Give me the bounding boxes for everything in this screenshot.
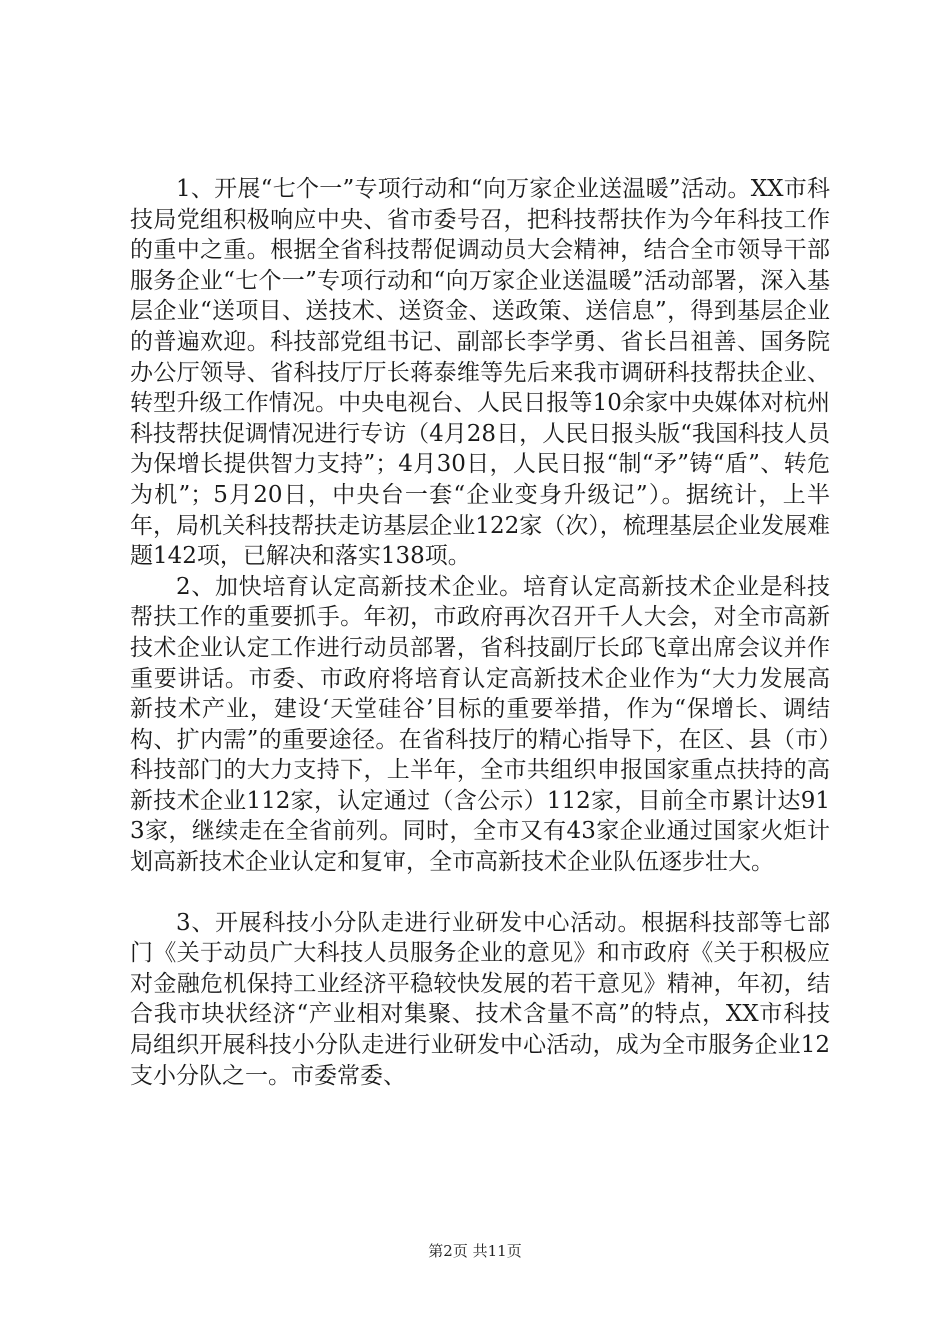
paragraph-1: 1、开展“七个一”专项行动和“向万家企业送温暖”活动。XX市科技局党组积极响应中央、省市委号召，把科技帮扶作为今年科技工作的重中之重。根据全省科技帮促调动员大会精神，结合全市领导干部服务企业“七个一”专项行动和“向万家企业送温暖”活动部署，深入基层企业“送项目、送技术、送资金、送政策、送信息”，得到基层企业的普遍欢迎。科技部党组书记、副部长李学勇、省长吕祖善、国务院办公厅领导、省科技厅厅长蒋泰维等先后来我市调研科技帮扶企业、转型升级工作情况。中央电视台、人民日报等10余家中央媒体对杭州科技帮扶促调情况进行专访（4月28日，人民日报头版“我国科技人员为保增长提供智力支持”；4月30日，人民日报“制“矛”铸“盾”、转危为机”；5月20日，中央台一套“企业变身升级记”）。据统计，上半年，局机关科技帮扶走访基层企业122家（次），梳理基层企业发展难题142项，已解决和落实138项。: [130, 176, 830, 570]
page-footer: 第2页 共11页: [428, 1242, 522, 1260]
paragraph-2: 2、加快培育认定高新技术企业。培育认定高新技术企业是科技帮扶工作的重要抓手。年初，市政府再次召开千人大会，对全市高新技术企业认定工作进行动员部署，省科技副厅长邱飞章出席会议并作重要讲话。市委、市政府将培育认定高新技术企业作为“大力发展高新技术产业，建设‘天堂硅谷’目标的重要举措，作为“保增长、调结构、扩内需”的重要途径。在省科技厅的精心指导下，在区、县（市）科技部门的大力支持下，上半年，全市共组织申报国家重点扶持的高新技术企业112家，认定通过（含公示）112家，目前全市累计达913家，继续走在全省前列。同时，全市又有43家企业通过国家火炬计划高新技术企业认定和复审，全市高新技术企业队伍逐步壮大。: [130, 573, 830, 876]
paragraph-3: 3、开展科技小分队走进行业研发中心活动。根据科技部等七部门《关于动员广大科技人员服务企业的意见》和市政府《关于积极应对金融危机保持工业经济平稳较快发展的若干意见》精神，年初，结合我市块状经济“产业相对集聚、技术含量不高”的特点，XX市科技局组织开展科技小分队走进行业研发中心活动，成为全市服务企业12支小分队之一。市委常委、: [130, 909, 830, 1089]
document-body: [130, 174, 830, 1091]
